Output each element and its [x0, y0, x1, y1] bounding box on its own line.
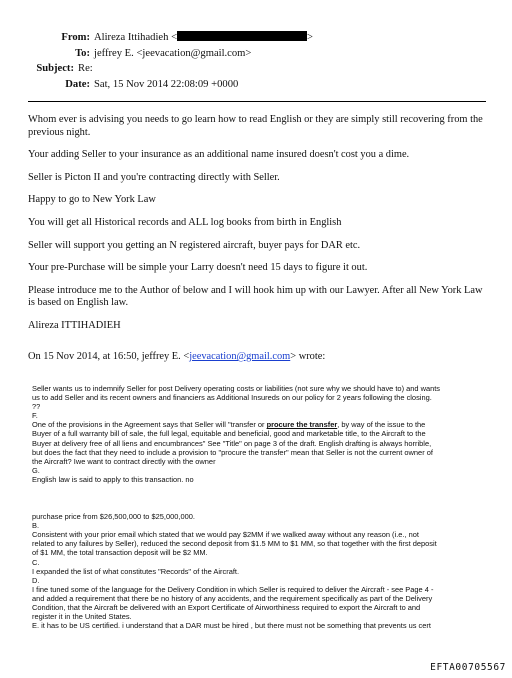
quote-intro-prefix: On 15 Nov 2014, at 16:50, jeffrey E. < — [28, 351, 190, 362]
quote-line: purchase price from $26,500,000 to $25,000,000. — [32, 512, 195, 522]
quote-line: F. — [32, 411, 38, 421]
from-label: From: — [61, 32, 90, 43]
email-header — [0, 30, 512, 92]
document-id: EFTA00705567 — [430, 662, 506, 673]
quote-line: Consistent with your prior email which stated that we would pay $2MM if we walked away without any reason (i.e., not — [32, 530, 419, 540]
date-label: Date: — [65, 78, 90, 90]
quote-line: the Aircraft? Iwe want to contract directly with the owner — [32, 456, 216, 466]
to-value: jeffrey E. <jeevacation@gmail.com> — [94, 47, 252, 59]
signature: Alireza ITTIHADIEH — [28, 319, 121, 331]
body-paragraph: Seller is Picton II and you're contracting directly with Seller. — [28, 171, 280, 183]
quote-intro-line — [28, 351, 488, 362]
quote-line: G. — [32, 465, 40, 475]
quote-line: us to add Seller and its recent owners and financiers as Additional Insureds on our policy for 2 years following the closing. — [32, 393, 432, 403]
subject-label: Subject: — [36, 63, 74, 74]
header-divider — [28, 101, 486, 102]
quote-line: of $1 MM, the total transaction deposit will be $2 MM. — [32, 548, 208, 558]
quote-line: Seller wants us to indemnify Seller for post Delivery operating costs or liabilities (not sure why we should have to) and wants — [32, 384, 441, 393]
date-value: Sat, 15 Nov 2014 22:08:09 +0000 — [94, 78, 239, 90]
body-paragraph: You will get all Historical records and ALL log books from birth in English — [28, 216, 342, 228]
header-subject-row — [0, 61, 512, 77]
body-paragraph: Seller will support you getting an N registered aircraft, buyer pays for DAR etc. — [28, 239, 361, 251]
body-paragraph: Whom ever is advising you needs to go learn how to read English or they are simply still recovering from the previous night. — [28, 114, 483, 138]
quote-text: , by way of the issue to the — [337, 420, 426, 430]
quote-line: related to any failures by Seller), reduced the second deposit from $1.5 MM to $1 MM, so that together with the first deposit — [32, 539, 437, 549]
quote-line: ?? — [32, 402, 41, 412]
subject-value: Re: — [78, 63, 93, 74]
body-paragraph: Happy to go to New York Law — [28, 194, 156, 206]
quote-line: register it in the United States. — [32, 612, 132, 622]
quote-line: but does the fact that they need to include a provision to "procure the transfer" mean that Seller is not the current owner of — [32, 447, 433, 457]
body-paragraph: Your pre-Purchase will be simple your Larry doesn't need 15 days to figure it out. — [28, 262, 368, 274]
quote-line: Condition, that the Aircraft be delivered with an Export Certificate of Airworthiness required to export the Aircraft to and — [32, 602, 421, 612]
from-value: Alireza Ittihadieh < — [94, 32, 178, 43]
quote-line: Buyer of a full warranty bill of sale, the full legal, equitable and beneficial, good and marketable title, to the Aircraft to the — [32, 429, 426, 439]
quote-line: I fine tuned some of the language for the Delivery Condition in which Seller is required to deliver the Aircraft - see Page 4 - — [32, 584, 434, 594]
quote-line: I expanded the list of what constitutes "Records" of the Aircraft. — [32, 566, 240, 576]
email-body — [28, 114, 484, 343]
quote-line: C. — [32, 557, 40, 567]
quoted-message — [32, 384, 488, 630]
quote-intro-suffix: > wrote: — [290, 351, 326, 362]
quote-line: E. it has to be US certified. i understand that a DAR must be hired , but there must not be something that prevents us cert — [32, 621, 431, 631]
quote-gap — [32, 484, 488, 512]
quote-line: Buyer at delivery free of all liens and encumbrances" See "Title" on page 3 of the draft. English drafting is always horrible, — [32, 438, 432, 448]
header-from-row — [0, 30, 512, 46]
underlined-phrase: procure the transfer — [266, 420, 338, 430]
from-close: > — [307, 32, 314, 43]
quote-line: and added a requirement that there be no history of any accidents, and the requirement specifically as part of the Delivery — [32, 593, 433, 603]
body-paragraph: Your adding Seller to your insurance as an additional name insured doesn't cost you a dime. — [28, 149, 410, 161]
body-paragraph: Please introduce me to the Author of below and I will hook him up with our Lawyer. After all New York Law is based on English law. — [28, 284, 483, 309]
quote-line: B. — [32, 521, 40, 531]
header-to-row — [0, 46, 512, 62]
quote-line: English law is said to apply to this transaction. no — [32, 474, 194, 484]
redaction-block — [177, 31, 307, 41]
header-date-row — [0, 77, 512, 93]
to-label: To: — [75, 47, 90, 59]
quote-text: One of the provisions in the Agreement says that Seller will "transfer or — [32, 420, 267, 430]
email-link[interactable]: jeevacation@gmail.com — [189, 351, 291, 362]
quote-line: D. — [32, 575, 40, 585]
quote-line — [32, 420, 488, 429]
